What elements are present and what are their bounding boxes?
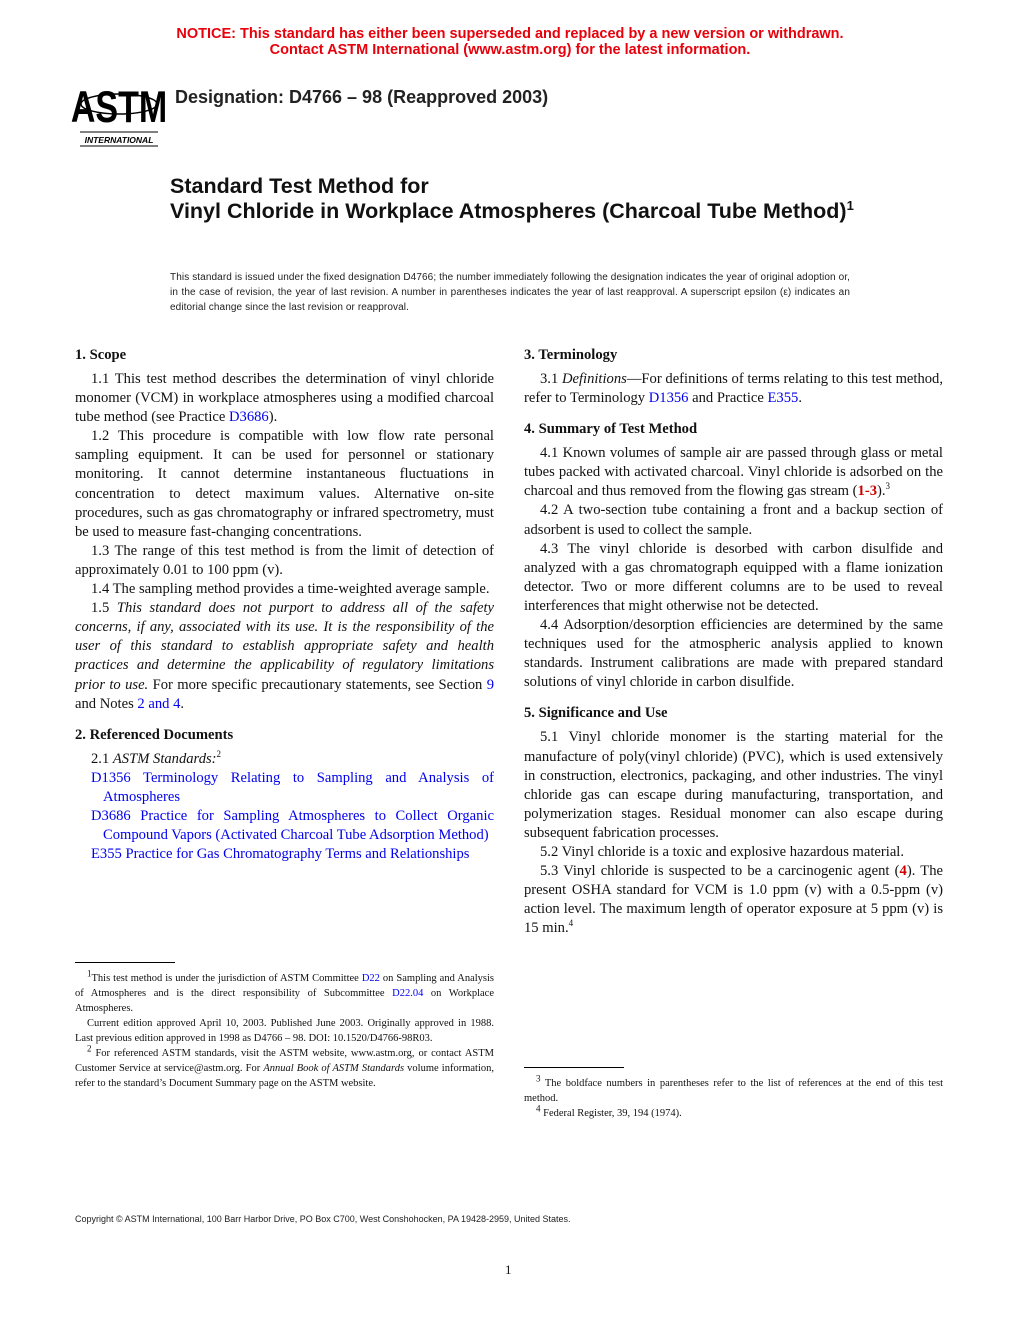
paragraph [524, 843, 943, 862]
astm-logo-icon [70, 76, 168, 148]
text-run: 2.1 [91, 750, 113, 767]
paragraph [75, 580, 494, 599]
footnote-divider [524, 1067, 624, 1068]
reference-link[interactable]: D1356 [648, 390, 689, 407]
reference-link[interactable]: D3686 Practice for Sampling Atmospheres to Collect Organic Compound Vapors (Activated Charcoal Tube Adsorption Method) [91, 807, 494, 844]
paragraph [75, 1016, 494, 1046]
title-line-1: Standard Test Method for [170, 174, 429, 198]
reference-link[interactable]: D22 [361, 973, 380, 984]
designation: Designation: D4766 – 98 (Reapproved 2003) [175, 87, 549, 107]
footnotes-left [75, 962, 494, 1091]
section-heading: 2. Referenced Documents [75, 726, 234, 743]
text-run: 4.4 Adsorption/desorption efficiencies are determined by the same techniques used for the atmospheric analysis applied to known standards. Instrument calibrations are made with prepared standard solutions of vinyl chloride in carbon disulfide. [524, 617, 943, 691]
text-run: ). [877, 483, 886, 500]
reference-entry [75, 845, 494, 864]
left-column [75, 346, 494, 876]
text-run: 1.1 This test method describes the determination of vinyl chloride monomer (VCM) in workplace atmospheres using a modified charcoal tube method (see Practice [75, 371, 494, 426]
text-run: 4.3 The vinyl chloride is desorbed with carbon disulfide and analyzed with a gas chromatograph equipped with a flame ionization detector. Two or more different columns are to be used to reveal interferences that might otherwise not be detected. [524, 540, 943, 614]
reference-link[interactable]: 1-3 [857, 483, 877, 500]
paragraph [524, 1103, 943, 1121]
text-run: Federal Register, 39, 194 (1974). [540, 1108, 682, 1119]
section [75, 726, 494, 865]
title-line-2: Vinyl Chloride in Workplace Atmospheres (Charcoal Tube Method) [170, 199, 847, 223]
reference-link[interactable]: E355 [767, 390, 799, 407]
right-column [524, 346, 943, 950]
reference-link[interactable]: E355 Practice for Gas Chromatography Terms and Relationships [91, 846, 470, 863]
paragraph [524, 540, 943, 616]
reference-entry [75, 807, 494, 845]
footnote-mark: 4 [568, 918, 574, 929]
text-run: 5.3 Vinyl chloride is suspected to be a carcinogenic agent ( [540, 863, 900, 880]
reference-link[interactable]: 9 [486, 676, 494, 693]
text-run: 1.2 This procedure is compatible with low flow rate personal sampling equipment. It can be used for personnel or stationary monitoring. It cannot determine instantaneous fluctuations in concentration to detect maximum values. Alternative on-site procedures, such as gas chromatography or infrared spectrometry, must be used to measure fast-changing concentrations. [75, 428, 494, 540]
text-run: 5.2 Vinyl chloride is a toxic and explosive hazardous material. [540, 843, 905, 860]
paragraph [524, 501, 943, 539]
text-run: This test method is under the jurisdiction of ASTM Committee [91, 973, 362, 984]
copyright: Copyright © ASTM International, 100 Barr Harbor Drive, PO Box C700, West Conshohocken, PA 19428-2959, United States. [75, 1214, 571, 1224]
text-run: on Sampling and Analysis of Atmospheres and is the direct responsibility of Subcommittee [75, 973, 494, 999]
footnote-mark: 1 [87, 968, 92, 979]
paragraph [75, 599, 494, 714]
text-run: ). [268, 409, 278, 426]
reference-link[interactable]: D3686 [228, 409, 269, 426]
svg-text:ASTM: ASTM [70, 82, 168, 133]
section-heading: 5. Significance and Use [524, 705, 668, 722]
withdrawal-notice [0, 26, 1020, 58]
reference-link[interactable]: 4 [899, 863, 907, 880]
paragraph [75, 427, 494, 542]
section-heading: 4. Summary of Test Method [524, 421, 698, 438]
text-run: For more specific precautionary statements, see Section [148, 676, 487, 693]
footnote-mark: 3 [536, 1073, 541, 1084]
notice-line-1: NOTICE: This standard has either been superseded and replaced by a new version or withdrawn. [176, 26, 844, 42]
text-run: 1.4 The sampling method provides a time-weighted average sample. [91, 581, 490, 598]
text-run: 4.1 Known volumes of sample air are passed through glass or metal tubes packed with activated charcoal. Vinyl chloride is adsorbed on the charcoal and thus removed from the flowing gas stream ( [524, 445, 943, 500]
section-heading: 3. Terminology [524, 347, 618, 363]
text-run: ). The present OSHA standard for VCM is 1.0 ppm (v) with a 0.5-ppm (v) action level. The maximum length of operator exposure at 5 ppm (v) is 15 min. [524, 863, 943, 937]
text-run: Definitions [561, 371, 627, 387]
text-run: Annual Book of ASTM Standards [263, 1063, 405, 1074]
text-run: ASTM Standards: [112, 750, 217, 767]
text-run: 5.1 Vinyl chloride monomer is the starting material for the manufacture of poly(vinyl chloride) (PVC), which is used extensively in construction, electronics, packaging, and other industries. The vinyl chloride gas can escape during manufacturing, transportation, and polymerization stages. Residual monomer can also escape during subsequent fabrication processes. [524, 729, 943, 841]
section [75, 346, 494, 714]
footnote-mark: 2 [216, 748, 222, 759]
paragraph [75, 370, 494, 427]
section [524, 420, 943, 692]
text-run: This standard does not purport to address all of the safety concerns, if any, associated with its use. It is the responsibility of the user of this standard to establish appropriate safety and health practices and determine the applicability of regulatory limitations prior to use. [75, 600, 494, 693]
text-run: 1.5 [91, 600, 117, 617]
text-run: —For definitions of terms relating to this test method, refer to Terminology [524, 371, 943, 407]
text-run: on Workplace Atmospheres. [75, 988, 494, 1014]
text-run: 3.1 [540, 371, 562, 387]
section [524, 704, 943, 938]
paragraph [524, 444, 943, 501]
notice-line-2: Contact ASTM International (www.astm.org) for the latest information. [269, 42, 751, 58]
document-title [170, 174, 870, 224]
text-run: 1.3 The range of this test method is from the limit of detection of approximately 0.01 to 100 ppm (v). [75, 542, 494, 578]
footnote-mark: 3 [885, 481, 891, 492]
section-heading: 1. Scope [75, 347, 127, 363]
paragraph [75, 542, 494, 580]
page-number: 1 [505, 1262, 512, 1277]
text-run: For referenced ASTM standards, visit the ASTM website, www.astm.org, or contact ASTM Customer Service at service@astm.org. For [75, 1048, 494, 1074]
footnote-mark: 2 [87, 1043, 92, 1054]
text-run: volume information, refer to the standard’s Document Summary page on the ASTM website. [75, 1063, 494, 1089]
paragraph [75, 968, 494, 1016]
issuance-statement: This standard is issued under the fixed designation D4766; the number immediately following the designation indicates the year of original adoption or, in the case of revision, the year of last revision. A number in parentheses indicates the year of last reapproval. A superscript epsilon (ε) indicates an editorial change since the last revision or reapproval. [170, 272, 850, 313]
text-run: and Notes [75, 695, 138, 712]
footnote-mark: 4 [536, 1103, 541, 1114]
paragraph [75, 1043, 494, 1091]
title-footnote-mark: 1 [846, 197, 854, 213]
footnotes-right [524, 1067, 943, 1121]
reference-link[interactable]: D1356 Terminology Relating to Sampling and Analysis of Atmospheres [91, 769, 494, 805]
svg-text:INTERNATIONAL: INTERNATIONAL [84, 135, 154, 145]
reference-link[interactable]: D22.04 [392, 988, 424, 999]
reference-link[interactable]: 2 and 4 [137, 695, 181, 712]
section [524, 346, 943, 408]
text-run: 4.2 A two-section tube containing a front and a backup section of adsorbent is used to collect the sample. [524, 502, 943, 538]
footnote-divider [75, 962, 175, 963]
text-run: The boldface numbers in parentheses refer to the list of references at the end of this test method. [524, 1078, 943, 1104]
paragraph [524, 616, 943, 692]
text-run: Current edition approved April 10, 2003. Published June 2003. Originally approved in 1988. Last previous edition approved in 1998 as D4766 – 98. DOI: 10.1520/D4766-98R03. [75, 1018, 494, 1044]
text-run: . [180, 695, 185, 712]
text-run: . [798, 390, 802, 407]
paragraph [524, 862, 943, 938]
paragraph [524, 1073, 943, 1106]
reference-entry [75, 769, 494, 807]
text-run: and Practice [688, 390, 768, 407]
paragraph [524, 370, 943, 408]
paragraph [524, 728, 943, 843]
paragraph [75, 750, 494, 769]
